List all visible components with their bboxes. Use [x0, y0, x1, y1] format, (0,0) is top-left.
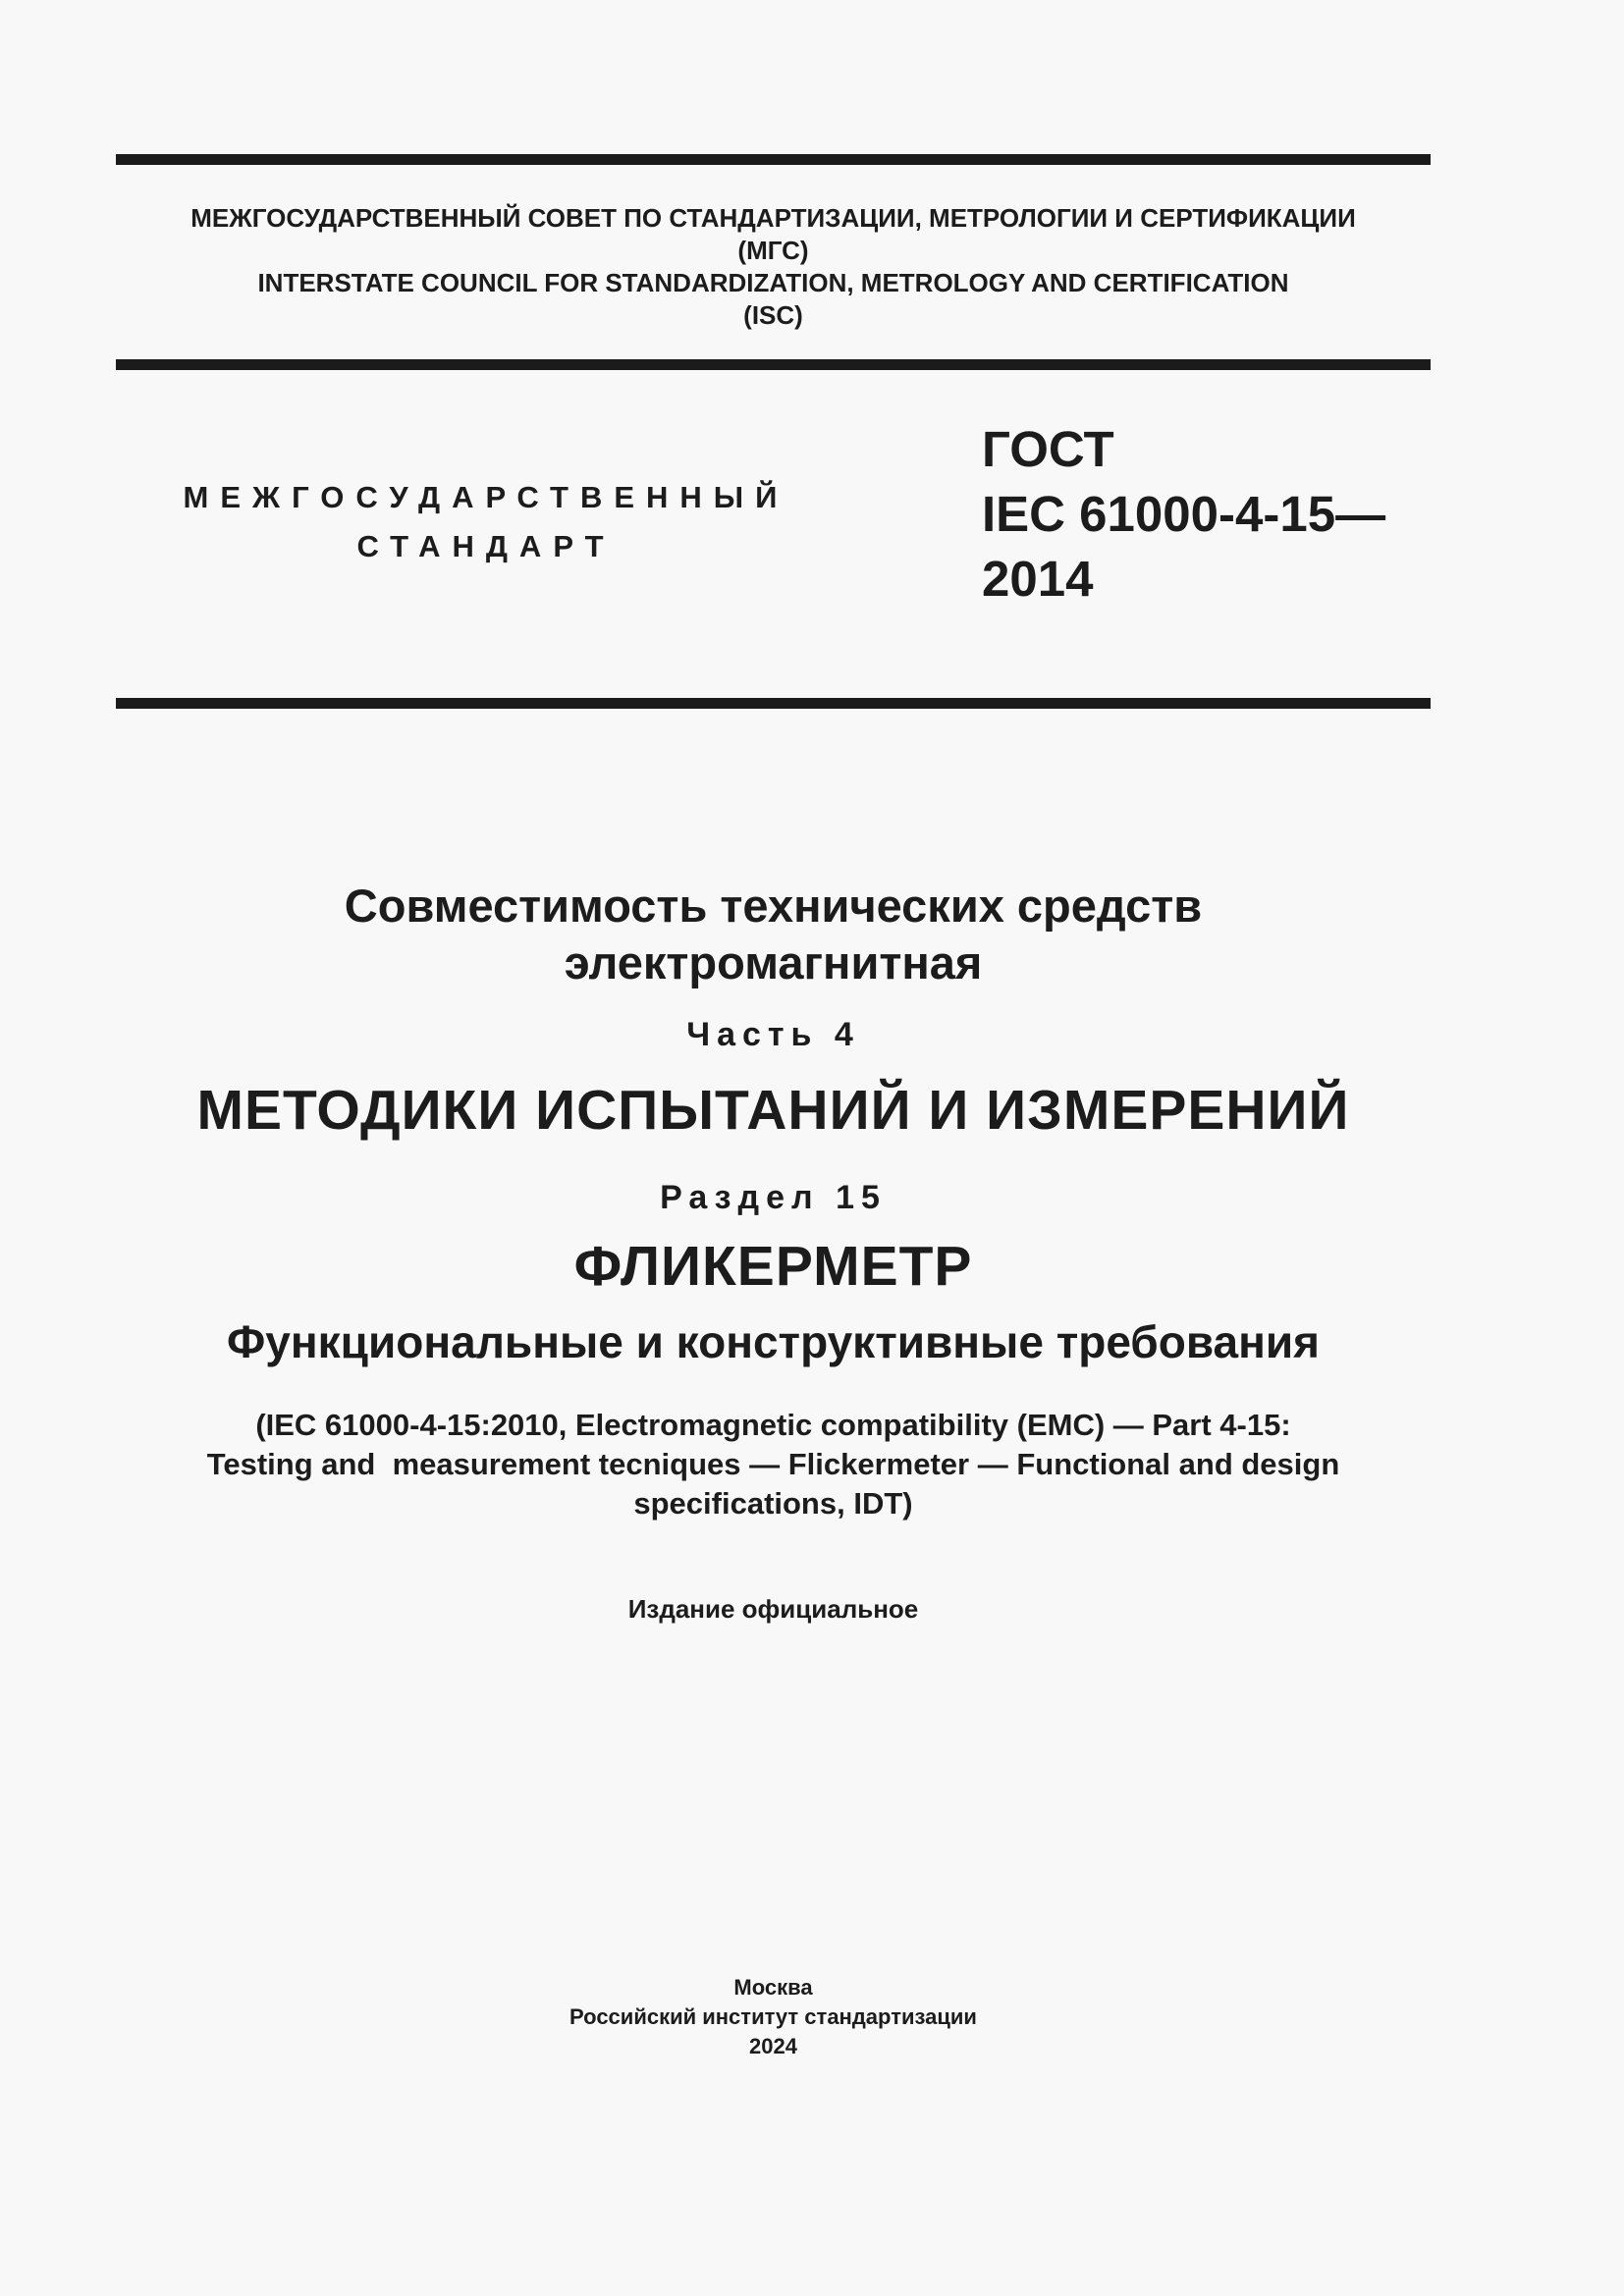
section-number: Раздел 15	[660, 1179, 887, 1216]
title-line2: электромагнитная	[564, 936, 983, 988]
council-abbr-en: (ISC)	[743, 300, 803, 330]
iec-reference-line2: Testing and measurement tecniques — Flickermeter — Functional and design	[206, 1447, 1340, 1481]
imprint-city: Москва	[733, 1975, 813, 2000]
council-name-en: INTERSTATE COUNCIL FOR STANDARDIZATION, METROLOGY AND CERTIFICATION	[257, 268, 1289, 297]
gost-number: IEC 61000-4-15—	[982, 486, 1386, 542]
designation-bottom-rule	[116, 698, 1431, 709]
imprint	[116, 1973, 1431, 2061]
iec-reference-line3: specifications, IDT)	[633, 1486, 913, 1521]
imprint-publisher: Российский институт стандартизации	[569, 2004, 977, 2029]
gost-designation	[982, 417, 1385, 612]
document-subtitle: Функциональные и конструктивные требования	[227, 1316, 1320, 1367]
standard-kind-line1: МЕЖГОСУДАРСТВЕННЫЙ	[183, 480, 789, 514]
standard-kind-line2: СТАНДАРТ	[356, 529, 616, 563]
part-title: МЕТОДИКИ ИСПЫТАНИЙ И ИЗМЕРЕНИЙ	[196, 1079, 1350, 1142]
council-name-ru: МЕЖГОСУДАРСТВЕННЫЙ СОВЕТ ПО СТАНДАРТИЗАЦИИ, МЕТРОЛОГИИ И СЕРТИФИКАЦИИ	[190, 203, 1356, 233]
council-bottom-rule	[116, 359, 1431, 370]
title-line1: Совместимость технических средств	[344, 880, 1203, 932]
top-rule	[116, 154, 1431, 165]
gost-year: 2014	[982, 551, 1094, 607]
iec-reference-line1: (IEC 61000-4-15:2010, Electromagnetic compatibility (EMC) — Part 4-15:	[255, 1408, 1291, 1442]
document-title	[116, 878, 1431, 991]
gost-label: ГОСТ	[982, 421, 1114, 477]
standard-kind	[167, 473, 805, 571]
part-number: Часть 4	[686, 1016, 860, 1053]
council-header	[116, 202, 1431, 332]
edition-note: Издание официальное	[627, 1594, 919, 1624]
iec-reference	[116, 1406, 1431, 1523]
imprint-year: 2024	[749, 2034, 797, 2058]
council-abbr-ru: (МГС)	[737, 236, 809, 265]
section-title: ФЛИКЕРМЕТР	[573, 1235, 973, 1298]
